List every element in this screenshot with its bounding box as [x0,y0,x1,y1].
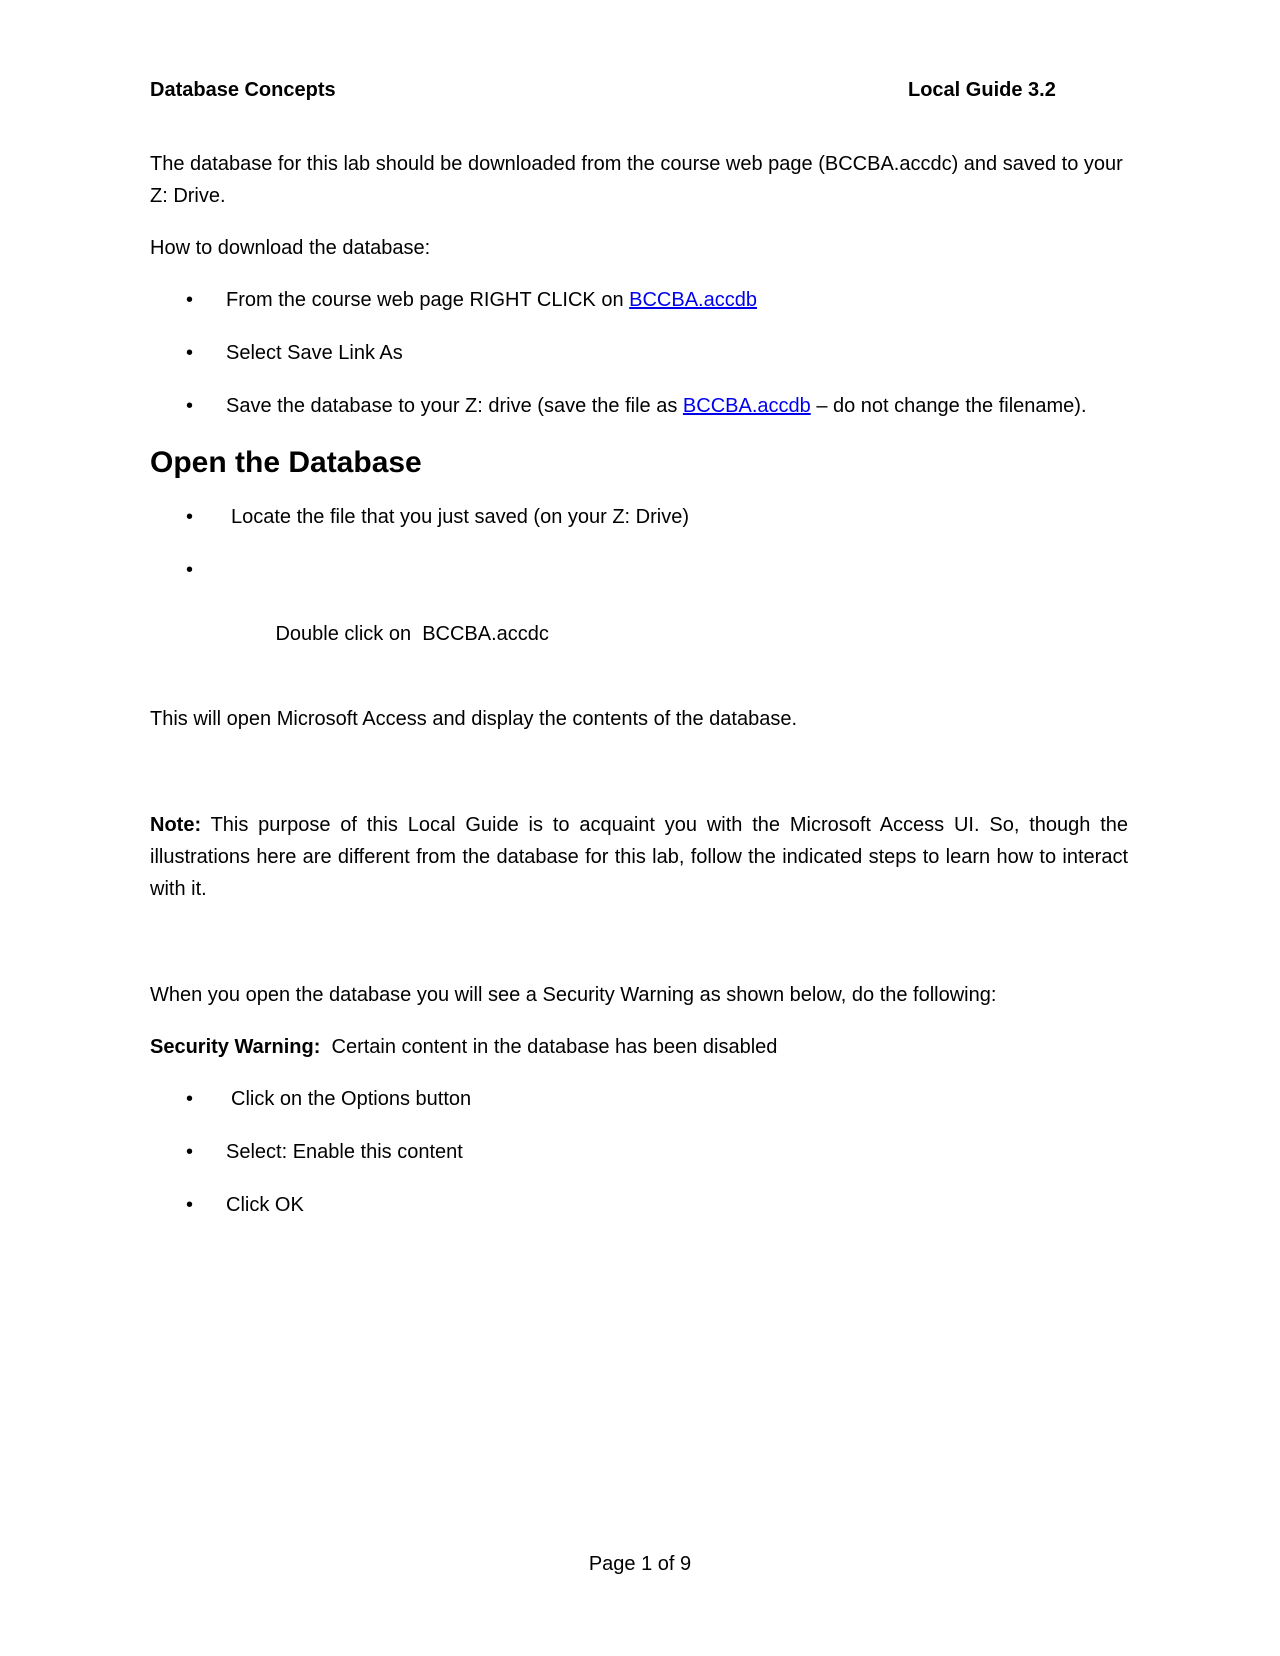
security-step-2-text: Select: Enable this content [226,1141,463,1163]
security-step-2 [150,1136,1128,1168]
download-step-3-suffix: – do not change the filename). [810,395,1087,417]
security-step-1-text: Click on the Options button [231,1088,472,1110]
bullet-icon: • [186,1141,194,1163]
security-step-3 [150,1189,1128,1221]
download-heading: How to download the database: [150,237,431,259]
security-intro: When you open the database you will see a Security Warning as shown below, do the following: [150,984,997,1006]
download-steps [150,284,1128,422]
open-database-heading: Open the Database [150,446,422,479]
open-steps [150,501,1128,682]
page-number: Page 1 of 9 [588,1553,692,1575]
note-text: This purpose of this Local Guide is to acquaint you with the Microsoft Access UI. So, though the illustrations here are different from the database for this lab, follow the indicated steps to learn how to interact with it. [150,814,1128,900]
note-label: Note: [150,814,202,836]
open-result-paragraph: This will open Microsoft Access and display the contents of the database. [150,708,798,730]
download-step-2-text: Select Save Link As [226,342,403,364]
spacer [150,755,1128,809]
open-step-2-text: Double click on BCCBA.accdc [275,623,549,645]
bullet-icon: • [186,289,194,311]
intro-paragraph: The database for this lab should be downloaded from the course web page (BCCBA.accdc) and saved to your Z: Drive. [150,153,1123,207]
security-steps [150,1083,1128,1221]
header-right: Local Guide 3.2 [908,79,1056,101]
open-step-1-text: Locate the file that you just saved (on your Z: Drive) [231,506,689,528]
download-step-1-text: From the course web page RIGHT CLICK on [226,289,630,311]
note-paragraph [150,809,1128,905]
bullet-icon: • [186,1088,194,1110]
security-warning-label: Security Warning: [150,1036,321,1058]
security-warning-line [150,1031,1128,1063]
bccba-download-link[interactable]: BCCBA.accdb [629,289,757,311]
download-step-2 [150,337,1128,369]
header-left: Database Concepts [150,79,336,101]
bccba-filename-link[interactable]: BCCBA.accdb [682,395,811,417]
download-step-3-text: Save the database to your Z: drive (save the file as [226,395,683,417]
open-step-2 [150,554,1128,682]
security-step-3-text: Click OK [226,1194,304,1216]
open-step-1 [150,501,1128,533]
bullet-icon: • [186,559,194,581]
bullet-icon: • [186,506,194,528]
bullet-icon: • [186,342,194,364]
download-step-3 [150,390,1128,422]
spacer [150,925,1128,979]
download-step-1 [150,284,1128,316]
security-step-1 [150,1083,1128,1115]
security-warning-text: Certain content in the database has been disabled [320,1036,778,1058]
bullet-icon: • [186,1194,194,1216]
page-body [150,148,1128,1242]
bullet-icon: • [186,395,194,417]
